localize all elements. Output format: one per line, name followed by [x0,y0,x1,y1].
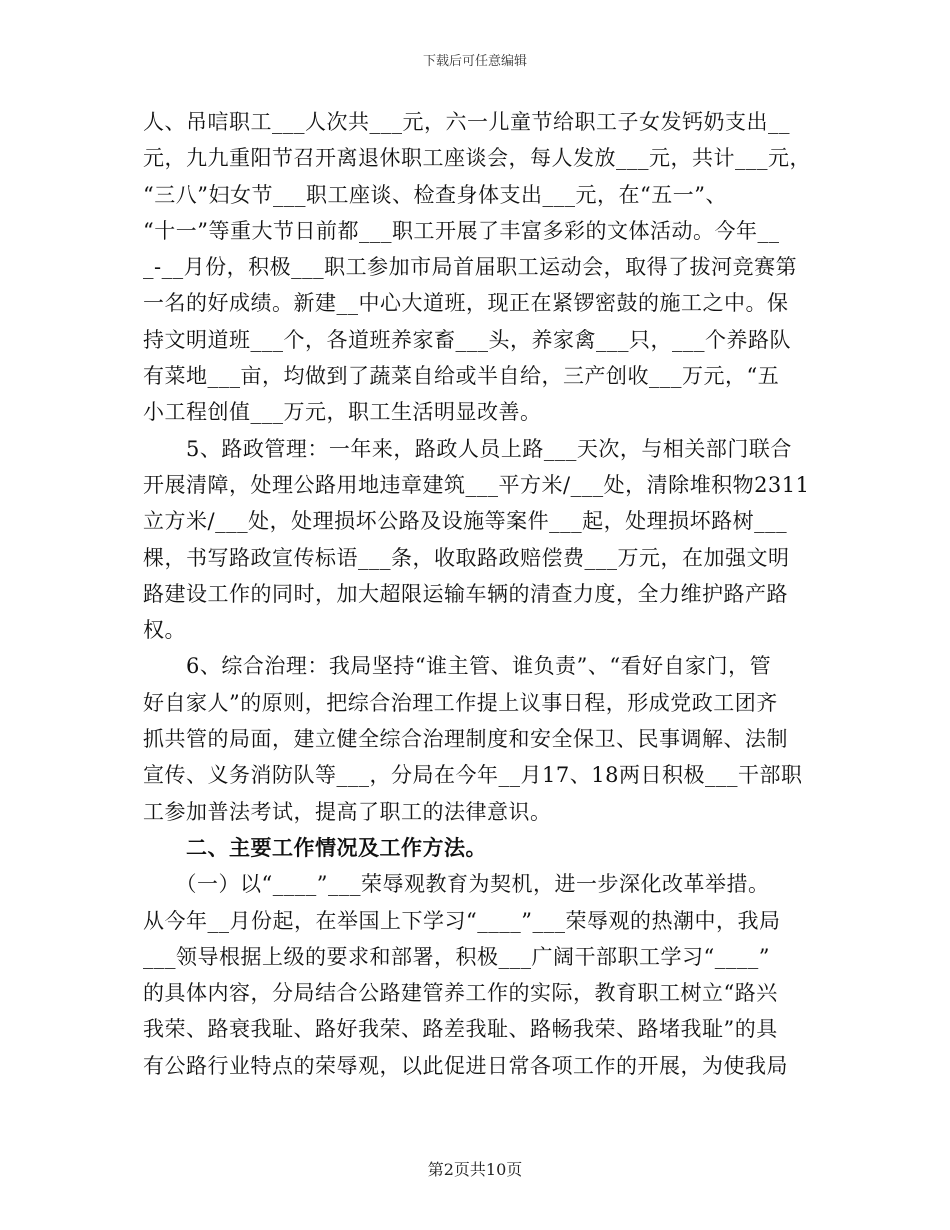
text-line: 我荣、路衰我耻、路好我荣、路差我耻、路畅我荣、路堵我耻”的具 [143,1017,778,1042]
text-line: 5、路政管理：一年来，路政人员上路___天次，与相关部门联合 [143,436,792,461]
text-line: 开展清障，处理公路用地违章建筑___平方米/___处，清除堆积物2311 [143,472,810,497]
text-line: 好自家人”的原则，把综合治理工作提上议事日程，形成党政工团齐 [143,690,778,715]
text-line: 工参加普法考试，提高了职工的法律意识。 [143,799,552,824]
text-line: 立方米/___处，处理损坏公路及设施等案件___起，处理损坏路树___ [143,509,788,534]
text-line: 宣传、义务消防队等___，分局在今年__月17、18两日积极___干部职 [143,763,803,788]
text-line: 人、吊唁职工___人次共___元，六一儿童节给职工子女发钙奶支出__ [143,110,790,134]
text-line: 有公路行业特点的荣辱观，以此促进日常各项工作的开展，为使我局 [143,1053,788,1078]
text-line: 路建设工作的同时，加大超限运输车辆的清查力度，全力维护路产路 [143,581,788,606]
text-line: 权。 [143,618,186,643]
text-line: 一名的好成绩。新建__中心大道班，现正在紧锣密鼓的施工之中。保 [143,291,789,316]
document-body [143,104,811,1084]
text-line: 从今年__月份起，在举国上下学习“____”___荣辱观的热潮中，我局 [143,908,781,933]
text-line: 有菜地___亩，均做到了蔬菜自给或半自给，三产创收___万元，“五 [143,364,780,389]
text-line: 持文明道班___个，各道班养家畜___头，养家禽___只，___个养路队 [143,327,791,352]
text-line: 元，九九重阳节召开离退休职工座谈会，每人发放___元，共计___元， [143,146,811,171]
text-line: ___领导根据上级的要求和部署，积极___广阔干部职工学习“____” [143,944,770,969]
page-header: 下载后可任意编辑 [422,54,527,69]
page-footer: 第2页共10页 [427,1160,523,1179]
text-line: 的具体内容，分局结合公路建管养工作的实际，教育职工树立“路兴 [143,981,778,1006]
text-line: （一）以“____”___荣辱观教育为契机，进一步深化改革举措。 [143,872,770,897]
text-line: “三八”妇女节___职工座谈、检查身体支出___元，在“五一”、 [143,182,727,207]
text-line: 小工程创值___万元，职工生活明显改善。 [143,400,542,425]
text-line: 棵，书写路政宣传标语___条，收取路政赔偿费___万元，在加强文明 [143,545,790,570]
text-line: _-__月份，积极___职工参加市局首届职工运动会，取得了拔河竞赛第 [143,255,798,280]
text-line: 抓共管的局面，建立健全综合治理制度和安全保卫、民事调解、法制 [143,727,788,752]
text-line: 6、综合治理：我局坚持“谁主管、谁负责”、“看好自家门，管 [143,654,772,679]
text-line: “十一”等重大节日前都___职工开展了丰富多彩的文体活动。今年__ [143,218,780,243]
section-heading: 二、主要工作情况及工作方法。 [143,834,487,860]
